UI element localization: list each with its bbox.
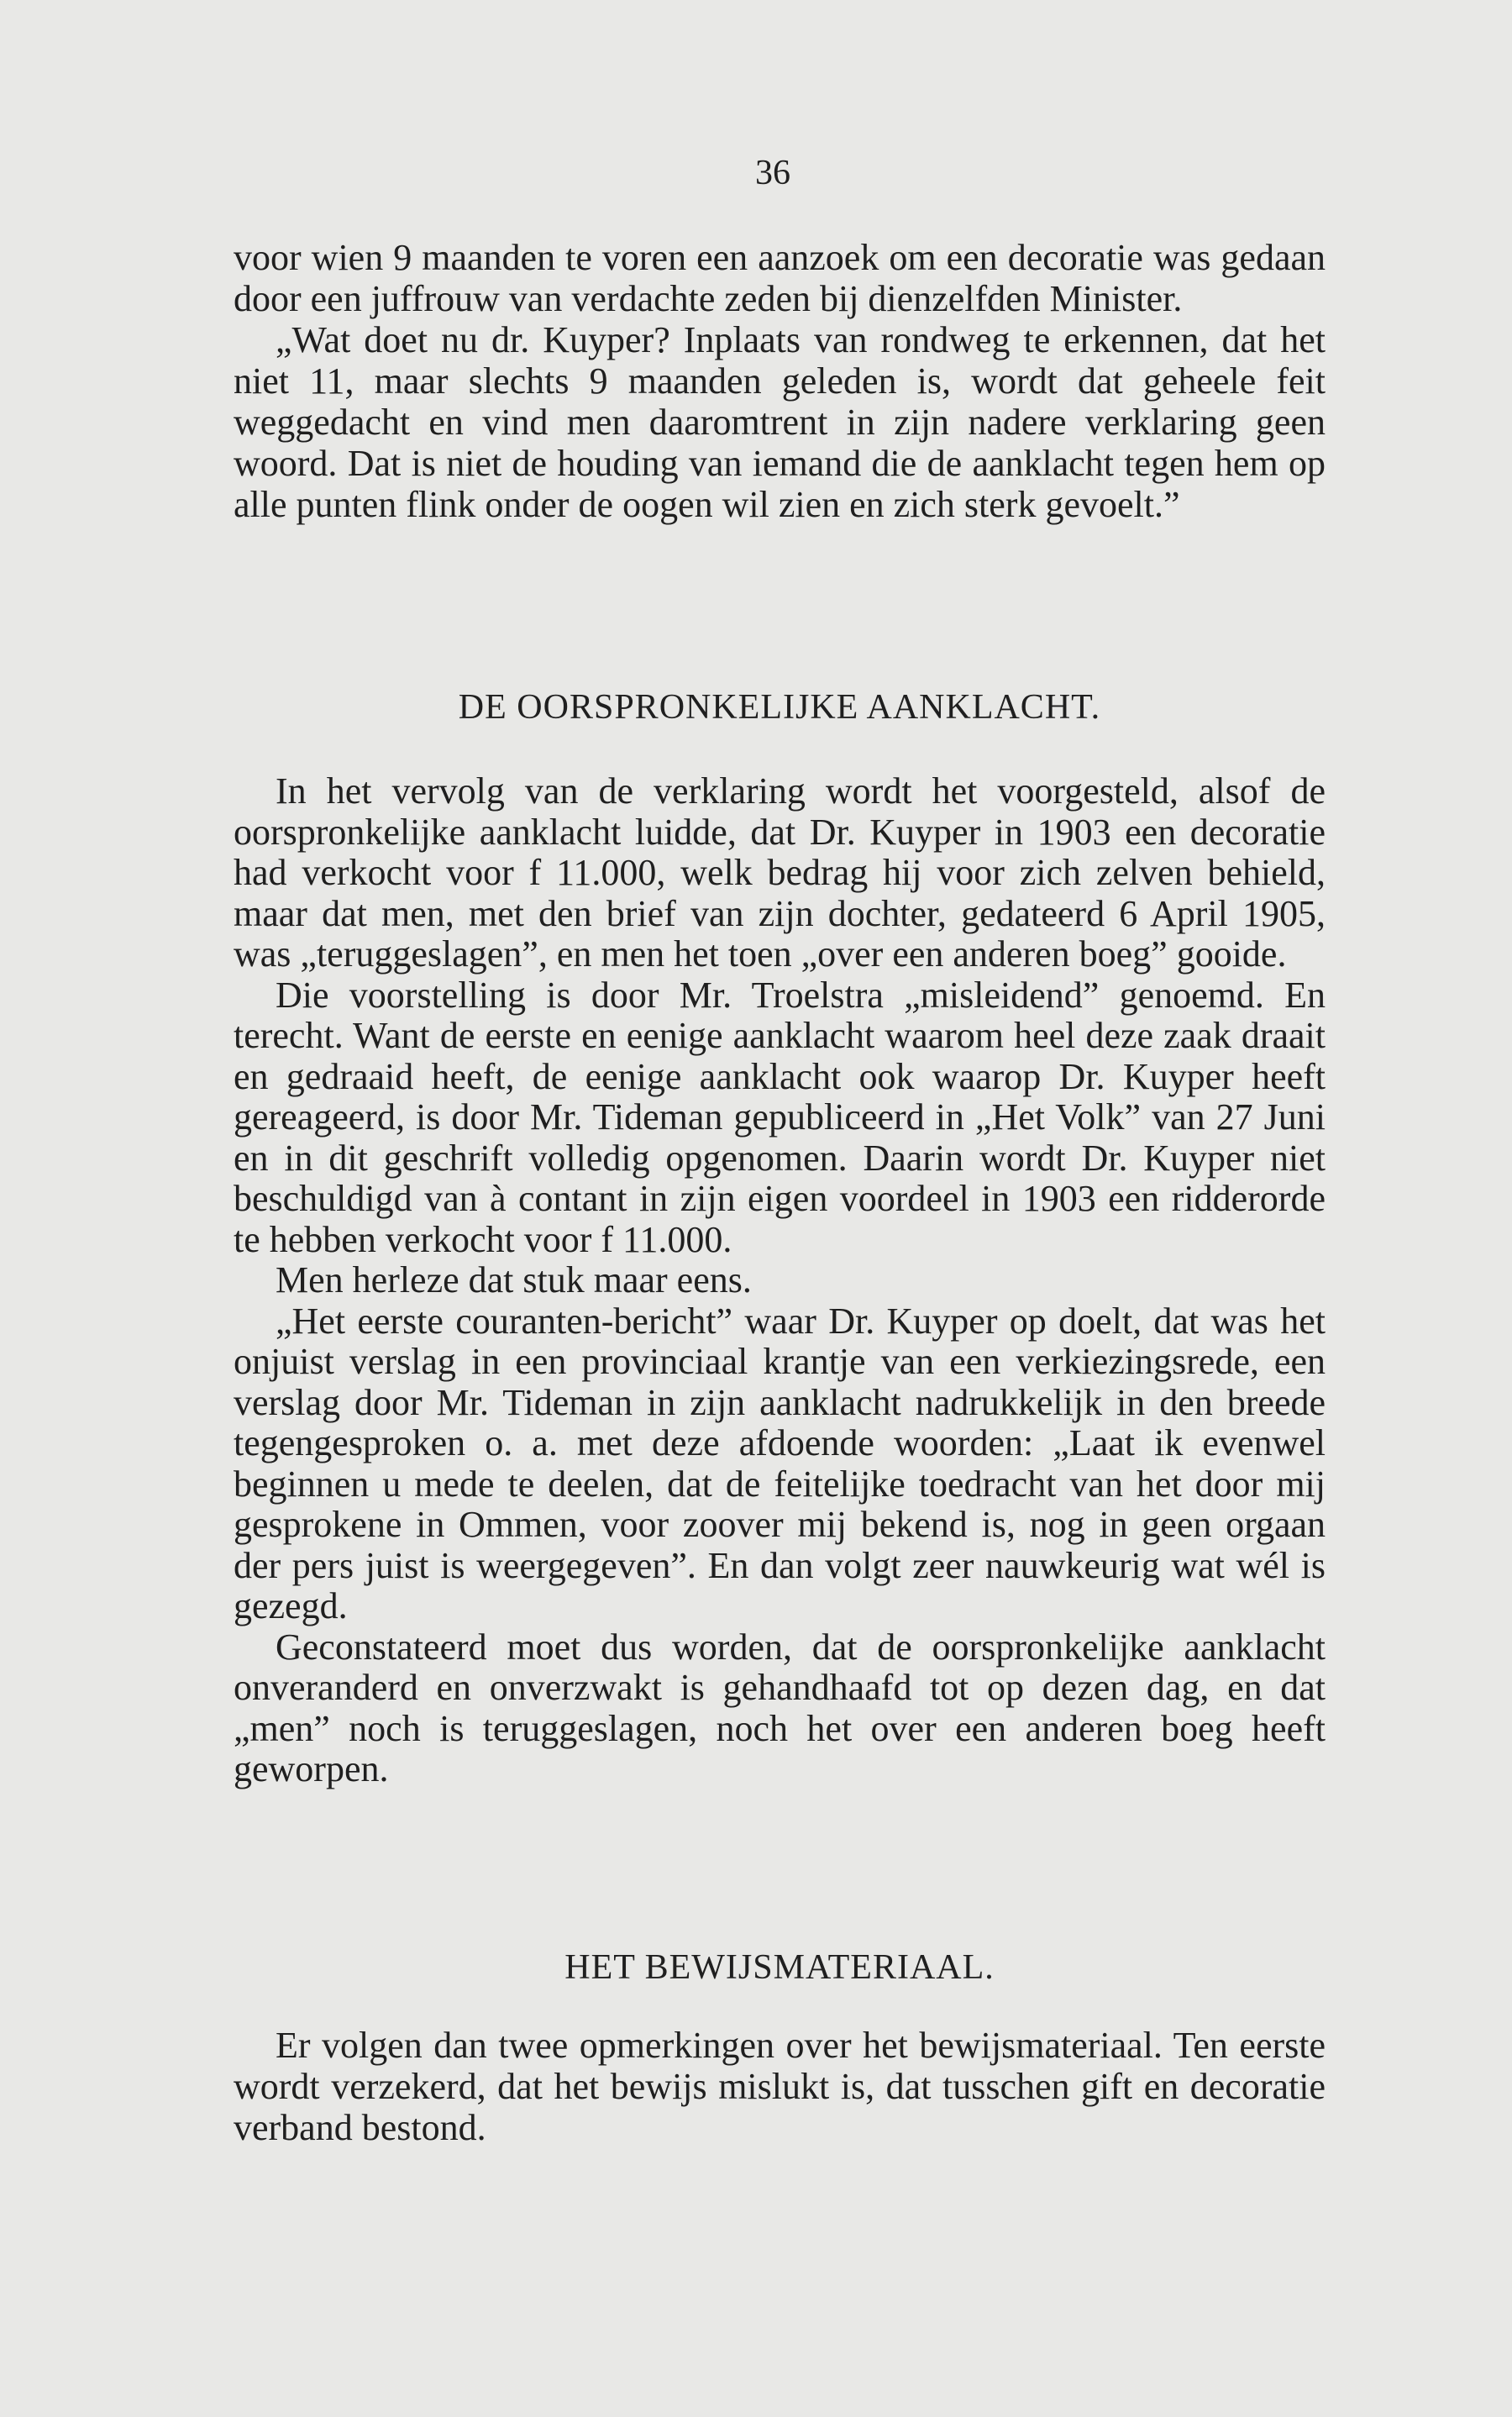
paragraph: Men herleze dat stuk maar eens. [276, 1259, 752, 1300]
paragraph: „Wat doet nu dr. Kuyper? Inplaats van rondweg te erkennen, dat het niet 11, maar slechts 9 maanden geleden is, wordt dat geheele feit weggedacht en vind men daaromtrent in zijn nadere verklaring geen woord. Dat is niet de houding van iemand die de aanklacht tegen hem op alle punten flink onder de oogen wil zien en zich sterk gevoelt.” [234, 319, 1326, 525]
section-heading: HET BEWIJSMATERIAAL. [564, 1948, 995, 1987]
text-block-intro [234, 237, 1326, 525]
text-block-bewijsmateriaal [234, 2025, 1326, 2148]
paragraph: Er volgen dan twee opmerkingen over het bewijsmateriaal. Ten eerste wordt verzekerd, dat het bewijs mislukt is, dat tusschen gift en decoratie verband bestond. [234, 2025, 1326, 2148]
paragraph: voor wien 9 maanden te voren een aanzoek om een decoratie was gedaan door een juffrouw van verdachte zeden bij dienzelfden Minister. [234, 237, 1326, 319]
paragraph: Die voorstelling is door Mr. Troelstra „misleidend” genoemd. En terecht. Want de eerste en eenige aanklacht waarom heel deze zaak draait en gedraaid heeft, de eenige aanklacht ook waarop Dr. Kuyper heeft gereageerd, is door Mr. Tideman gepubliceerd in „Het Volk” van 27 Juni en in dit geschrift volledig opgenomen. Daarin wordt Dr. Kuyper niet beschuldigd van à contant in zijn eigen voordeel in 1903 een ridderorde te hebben verkocht voor f 11.000. [234, 974, 1326, 1260]
paragraph: Geconstateerd moet dus worden, dat de oorspronkelijke aanklacht onveranderd en onverzwakt is gehandhaafd tot op dezen dag, en dat „men” noch is teruggeslagen, noch het over een anderen boeg heeft geworpen. [234, 1626, 1326, 1789]
section-heading: DE OORSPRONKELIJKE AANKLACHT. [458, 688, 1101, 727]
page-number: 36 [755, 154, 790, 192]
paragraph: In het vervolg van de verklaring wordt het voorgesteld, alsof de oorspronkelijke aanklacht luidde, dat Dr. Kuyper in 1903 een decoratie had verkocht voor f 11.000, welk bedrag hij voor zich zelven behield, maar dat men, met den brief van zijn dochter, gedateerd 6 April 1905, was „teruggeslagen”, en men het toen „over een anderen boeg” gooide. [234, 770, 1326, 975]
text-block-aanklacht [234, 771, 1326, 1790]
paragraph: „Het eerste couranten-bericht” waar Dr. Kuyper op doelt, dat was het onjuist verslag in een provinciaal krantje van een verkiezingsrede, een verslag door Mr. Tideman in zijn aanklacht nadrukkelijk in den breede tegengesproken o. a. met deze afdoende woorden: „Laat ik evenwel beginnen u mede te deelen, dat de feitelijke toedracht van het door mij gesprokene in Ommen, voor zoover mij bekend is, nog in geen orgaan der pers juist is weergegeven”. En dan volgt zeer nauwkeurig wat wél is gezegd. [234, 1300, 1326, 1626]
